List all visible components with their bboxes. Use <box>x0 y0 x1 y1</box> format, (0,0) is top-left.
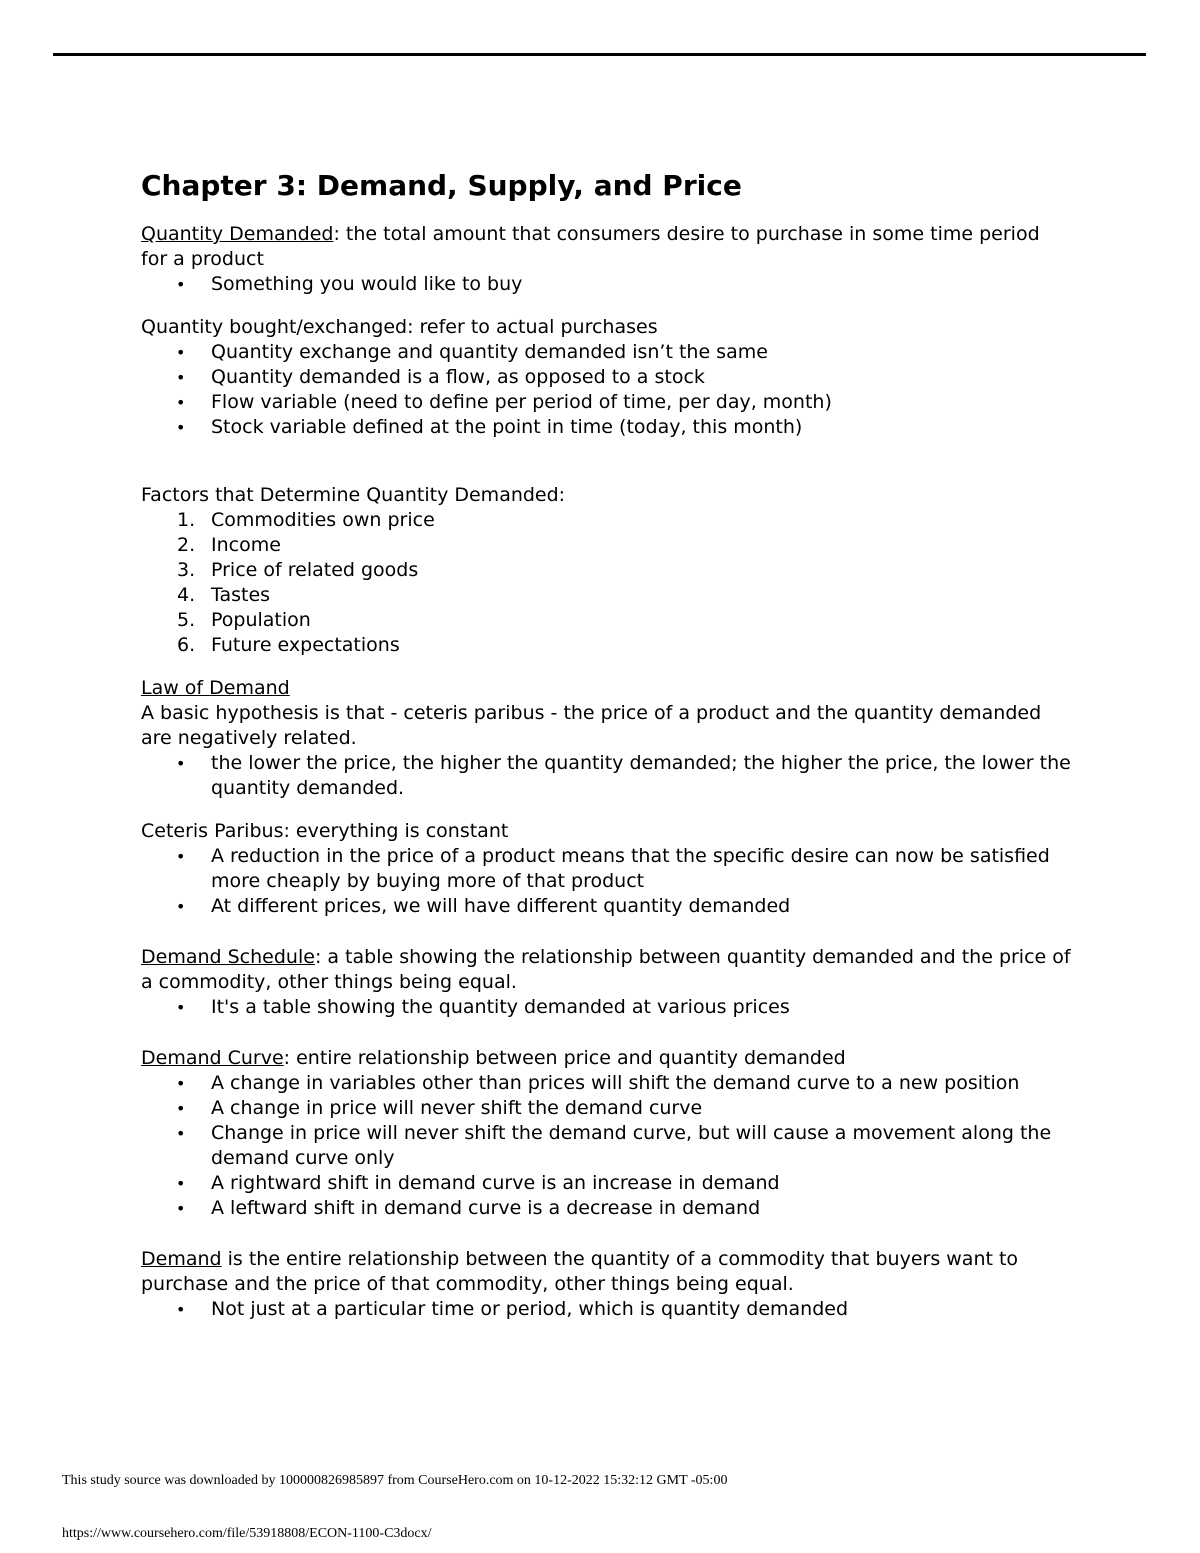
list-item <box>141 415 1071 440</box>
list-item <box>141 1297 1071 1322</box>
list-item-text: Not just at a particular time or period, which is quantity demanded <box>211 1298 849 1320</box>
list-item-text: Price of related goods <box>211 559 419 581</box>
list-item-text: Future expectations <box>211 634 400 656</box>
numbered-list <box>141 508 1071 658</box>
law-of-demand-text: A basic hypothesis is that - ceteris paribus - the price of a product and the quantity demanded are negatively related. <box>141 702 1042 749</box>
bullet-list <box>141 995 1071 1020</box>
top-rule <box>53 53 1146 56</box>
term-demand-schedule: Demand Schedule <box>141 946 315 968</box>
list-item-text: A change in variables other than prices will shift the demand curve to a new position <box>211 1072 1020 1094</box>
source-url[interactable]: https://www.coursehero.com/file/53918808/ECON-1100-C3docx/ <box>62 1526 432 1541</box>
bullet-icon: • <box>176 998 186 1017</box>
list-item-text: Quantity demanded is a flow, as opposed to a stock <box>211 366 705 388</box>
bullet-icon: • <box>176 1099 186 1118</box>
bullet-list <box>141 1297 1071 1322</box>
definition-text: : the total amount that consumers desire to purchase in some time period for a product <box>141 223 1040 270</box>
bullet-icon: • <box>176 1124 186 1143</box>
bullet-icon: • <box>176 754 186 773</box>
bullet-icon: • <box>176 418 186 437</box>
list-item <box>141 365 1071 390</box>
law-of-demand-heading: Law of Demand <box>141 677 290 699</box>
bullet-list <box>141 844 1071 919</box>
bullet-icon: • <box>176 1300 186 1319</box>
list-number: 5. <box>177 609 196 631</box>
list-item-text: A reduction in the price of a product means that the specific desire can now be satisfied more cheaply by buying more of that product <box>211 845 1050 892</box>
factors-heading: Factors that Determine Quantity Demanded: <box>141 484 566 506</box>
list-number: 3. <box>177 559 196 581</box>
demand-schedule-definition <box>141 945 1071 995</box>
definition-text: is the entire relationship between the quantity of a commodity that buyers want to purchase and the price of that commodity, other things being equal. <box>141 1248 1019 1295</box>
list-item-text: A rightward shift in demand curve is an increase in demand <box>211 1172 780 1194</box>
download-notice: This study source was downloaded by 100000826985897 from CourseHero.com on 10-12-2022 15:32:12 GMT -05:00 <box>62 1473 728 1488</box>
list-number: 1. <box>177 509 196 531</box>
page-title: Chapter 3: Demand, Supply, and Price <box>141 169 742 202</box>
list-item-text: Flow variable (need to define per period of time, per day, month) <box>211 391 832 413</box>
list-item <box>141 340 1071 365</box>
bullet-list <box>141 340 1071 440</box>
demand-curve-definition <box>141 1046 1071 1071</box>
document-body <box>141 168 1071 1322</box>
list-item <box>141 558 1071 583</box>
list-item-text: Change in price will never shift the demand curve, but will cause a movement along the demand curve only <box>211 1122 1052 1169</box>
list-number: 6. <box>177 634 196 656</box>
list-item <box>141 1071 1071 1096</box>
term-quantity-demanded: Quantity Demanded <box>141 223 334 245</box>
bullet-icon: • <box>176 343 186 362</box>
list-number: 4. <box>177 584 196 606</box>
bullet-icon: • <box>176 393 186 412</box>
list-item-text: Commodities own price <box>211 509 435 531</box>
bullet-icon: • <box>176 897 186 916</box>
list-item <box>141 508 1071 533</box>
list-item <box>141 608 1071 633</box>
term-demand-curve: Demand Curve <box>141 1047 284 1069</box>
definition-text: : entire relationship between price and quantity demanded <box>283 1047 846 1069</box>
list-item <box>141 633 1071 658</box>
bullet-icon: • <box>176 1199 186 1218</box>
list-item <box>141 272 1071 297</box>
list-item <box>141 1196 1071 1221</box>
bullet-list <box>141 272 1071 297</box>
list-item <box>141 1121 1071 1171</box>
list-item <box>141 583 1071 608</box>
list-item <box>141 390 1071 415</box>
list-item-text: Quantity exchange and quantity demanded isn’t the same <box>211 341 768 363</box>
list-item-text: the lower the price, the higher the quantity demanded; the higher the price, the lower the quantity demanded. <box>211 752 1071 799</box>
list-item-text: Tastes <box>211 584 271 606</box>
bullet-icon: • <box>176 1174 186 1193</box>
bullet-icon: • <box>176 1074 186 1093</box>
list-item-text: Stock variable defined at the point in time (today, this month) <box>211 416 803 438</box>
quantity-demanded-definition <box>141 222 1071 272</box>
list-item-text: A leftward shift in demand curve is a decrease in demand <box>211 1197 761 1219</box>
bullet-list <box>141 1071 1071 1221</box>
bullet-icon: • <box>176 847 186 866</box>
list-item <box>141 1096 1071 1121</box>
ceteris-paribus-definition: Ceteris Paribus: everything is constant <box>141 820 509 842</box>
definition-text: : a table showing the relationship between quantity demanded and the price of a commodity, other things being equal. <box>141 946 1071 993</box>
list-item-text: A change in price will never shift the demand curve <box>211 1097 703 1119</box>
bullet-list <box>141 751 1071 801</box>
list-item <box>141 533 1071 558</box>
quantity-bought-definition: Quantity bought/exchanged: refer to actual purchases <box>141 316 658 338</box>
list-item <box>141 894 1071 919</box>
list-number: 2. <box>177 534 196 556</box>
bullet-icon: • <box>176 368 186 387</box>
list-item-text: Population <box>211 609 311 631</box>
term-demand: Demand <box>141 1248 222 1270</box>
list-item-text: Something you would like to buy <box>211 273 523 295</box>
list-item-text: It's a table showing the quantity demanded at various prices <box>211 996 790 1018</box>
list-item <box>141 751 1071 801</box>
demand-definition <box>141 1247 1071 1297</box>
list-item-text: Income <box>211 534 281 556</box>
list-item <box>141 844 1071 894</box>
bullet-icon: • <box>176 275 186 294</box>
list-item <box>141 1171 1071 1196</box>
list-item <box>141 995 1071 1020</box>
list-item-text: At different prices, we will have different quantity demanded <box>211 895 791 917</box>
